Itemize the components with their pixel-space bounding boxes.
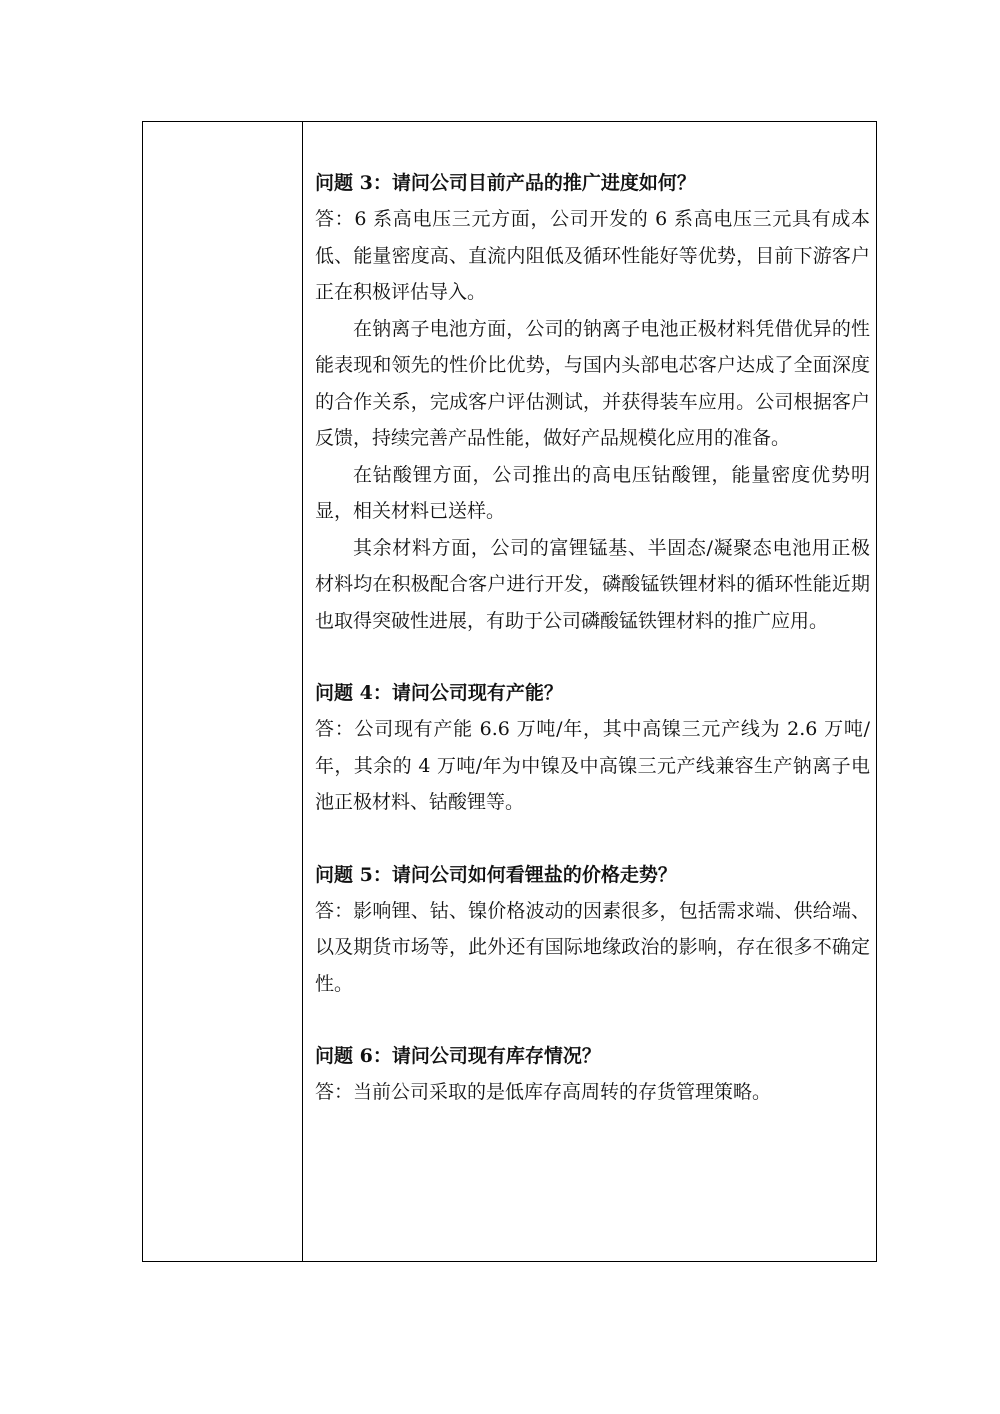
answer-paragraph: 答：公司现有产能 6.6 万吨/年，其中高镍三元产线为 2.6 万吨/年，其余的 4 万吨/年为中镍及中高镍三元产线兼容生产钠离子电池正极材料、钴酸锂等。 [315, 718, 870, 813]
answer-paragraph: 在钴酸锂方面，公司推出的高电压钴酸锂，能量密度优势明显，相关材料已送样。 [315, 463, 870, 522]
question-heading: 问题 4：请问公司现有产能？ [315, 682, 563, 704]
question-heading: 问题 3：请问公司目前产品的推广进度如何？ [315, 172, 696, 194]
answer-paragraph: 答：6 系高电压三元方面，公司开发的 6 系高电压三元具有成本低、能量密度高、直流内阻低及循环性能好等优势，目前下游客户正在积极评估导入。 [315, 208, 870, 303]
qa-block-6 [315, 1038, 870, 1111]
question-heading: 问题 6：请问公司现有库存情况？ [315, 1045, 601, 1067]
spacer [315, 1002, 870, 1038]
answer-paragraph: 答：影响锂、钴、镍价格波动的因素很多，包括需求端、供给端、以及期货市场等，此外还有国际地缘政治的影响，存在很多不确定性。 [315, 899, 870, 995]
qa-block-3 [315, 165, 870, 639]
answer-paragraph: 答：当前公司采取的是低库存高周转的存货管理策略。 [315, 1081, 772, 1103]
answer-paragraph: 其余材料方面，公司的富锂锰基、半固态/凝聚态电池用正极材料均在积极配合客户进行开发，磷酸锰铁锂材料的循环性能近期也取得突破性进展，有助于公司磷酸锰铁锂材料的推广应用。 [315, 536, 870, 632]
spacer [315, 821, 870, 857]
qa-block-4 [315, 675, 870, 821]
answer-paragraph: 在钠离子电池方面，公司的钠离子电池正极材料凭借优异的性能表现和领先的性价比优势，与国内头部电芯客户达成了全面深度的合作关系，完成客户评估测试，并获得装车应用。公司根据客户反馈，持续完善产品性能，做好产品规模化应用的准备。 [315, 317, 870, 449]
spacer [315, 639, 870, 675]
table-content-cell [315, 165, 870, 1111]
column-divider [302, 122, 303, 1261]
qa-table [142, 121, 877, 1262]
qa-block-5 [315, 857, 870, 1003]
table-label-cell [143, 122, 302, 1261]
question-heading: 问题 5：请问公司如何看锂盐的价格走势？ [315, 863, 677, 886]
